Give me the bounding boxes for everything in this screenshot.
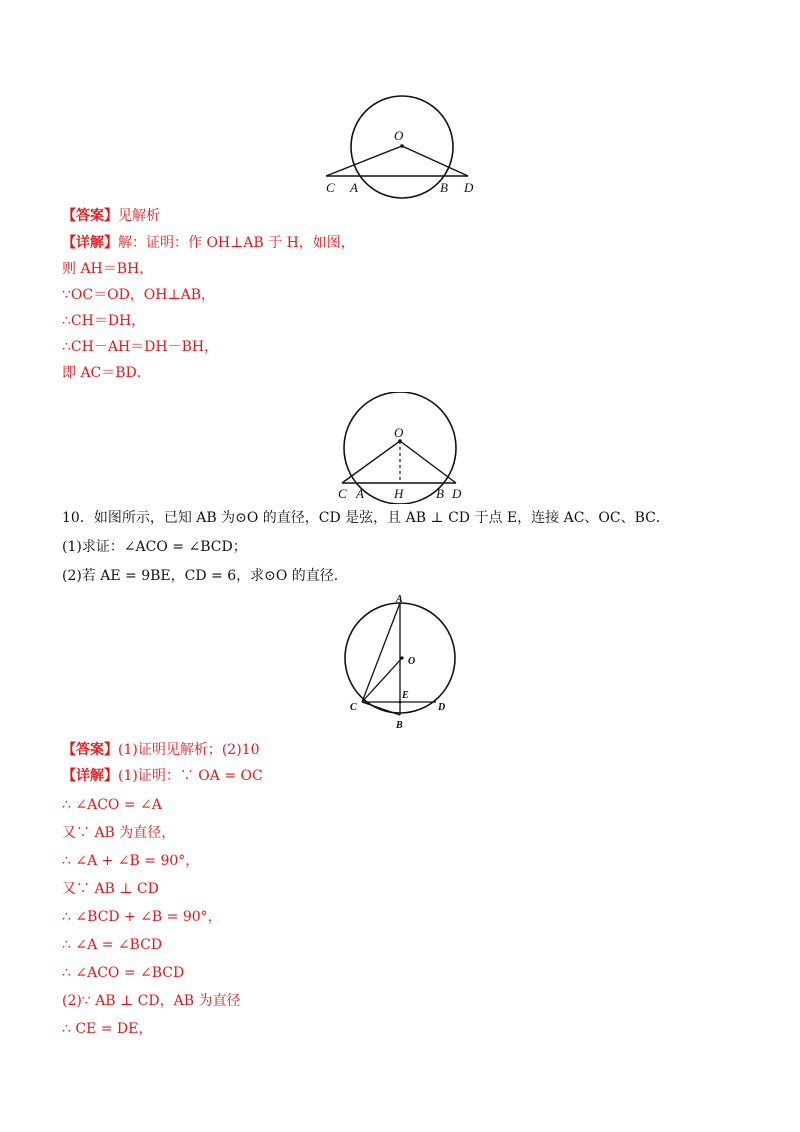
answer-10 [62, 740, 259, 760]
label-h: H [394, 486, 404, 501]
detail-9-line-2: ∵OC＝OD，OH⊥AB， [62, 287, 216, 303]
figure-2 [330, 392, 480, 504]
detail-10-line-0: 【详解】(1)证明：∵ OA = OC [62, 768, 263, 784]
answer-10-tag: 【答案】 [62, 742, 118, 758]
label-c: C [326, 180, 335, 195]
point-e-dot [399, 701, 402, 704]
detail-9-line-0: 【详解】解：证明：作 OH⊥AB 于 H，如图， [62, 235, 355, 251]
label-d: D [452, 486, 462, 501]
detail-10-line-8: (2)∵ AB ⊥ CD，AB 为直径 [62, 993, 241, 1009]
label-b: B [396, 720, 403, 731]
label-d: D [464, 180, 474, 195]
segment-oc [326, 146, 402, 176]
detail-10-line-9: ∴ CE = DE， [62, 1021, 153, 1037]
figure-3 [336, 592, 466, 732]
figure-1 [320, 90, 490, 200]
segment-ac [362, 603, 400, 702]
answer-9 [62, 206, 160, 226]
label-o: O [394, 128, 404, 143]
label-e: E [402, 690, 409, 701]
segment-oc [342, 441, 400, 483]
detail-9-tag: 【详解】 [62, 235, 118, 251]
detail-10-line-3: ∴ ∠A + ∠B = 90°， [62, 853, 200, 869]
segment-od [400, 441, 456, 483]
detail-9-line-1: 则 AH＝BH， [62, 261, 154, 277]
label-b: B [440, 180, 448, 195]
problem-10-q2: (2)若 AE = 9BE，CD = 6，求⊙O 的直径． [62, 568, 348, 584]
segment-bc [362, 702, 400, 715]
label-a: A [350, 180, 358, 195]
problem-10-q1: (1)求证：∠ACO = ∠BCD； [62, 539, 247, 555]
label-c: C [338, 486, 347, 501]
figure-3-diagram [336, 592, 466, 732]
detail-10-line-1: ∴ ∠ACO = ∠A [62, 797, 162, 813]
detail-10-tag: 【详解】 [62, 768, 118, 784]
figure-2-diagram [330, 392, 480, 504]
segment-oc [362, 658, 402, 702]
segment-od [402, 146, 468, 176]
detail-9-line-4: ∴CH－AH＝DH－BH， [62, 339, 219, 355]
label-c: C [350, 702, 357, 713]
label-d: D [438, 702, 446, 713]
label-b: B [436, 486, 444, 501]
detail-10-line-7: ∴ ∠ACO = ∠BCD [62, 965, 185, 981]
detail-10-line-5: ∴ ∠BCD + ∠B = 90°， [62, 909, 222, 925]
label-a: A [356, 486, 364, 501]
detail-9-line-5: 即 AC＝BD． [62, 365, 151, 381]
label-a: A [396, 594, 403, 605]
label-o: O [408, 656, 416, 667]
answer-9-tag: 【答案】 [62, 208, 118, 224]
detail-10-line-2: 又∵ AB 为直径， [62, 825, 176, 841]
detail-9-line-3: ∴CH＝DH， [62, 313, 146, 329]
label-o: O [394, 425, 404, 440]
center-dot [400, 656, 403, 659]
answer-9-text: 见解析 [118, 208, 160, 224]
figure-1-diagram [320, 90, 490, 200]
answer-10-text: (1)证明见解析；(2)10 [118, 742, 260, 758]
center-dot [400, 144, 404, 148]
problem-10-stem: 10．如图所示，已知 AB 为⊙O 的直径，CD 是弦，且 AB ⊥ CD 于点 E，连接 AC、OC、BC． [62, 510, 670, 526]
detail-10-line-4: 又∵ AB ⊥ CD [62, 881, 159, 897]
detail-10-line-6: ∴ ∠A = ∠BCD [62, 937, 163, 953]
